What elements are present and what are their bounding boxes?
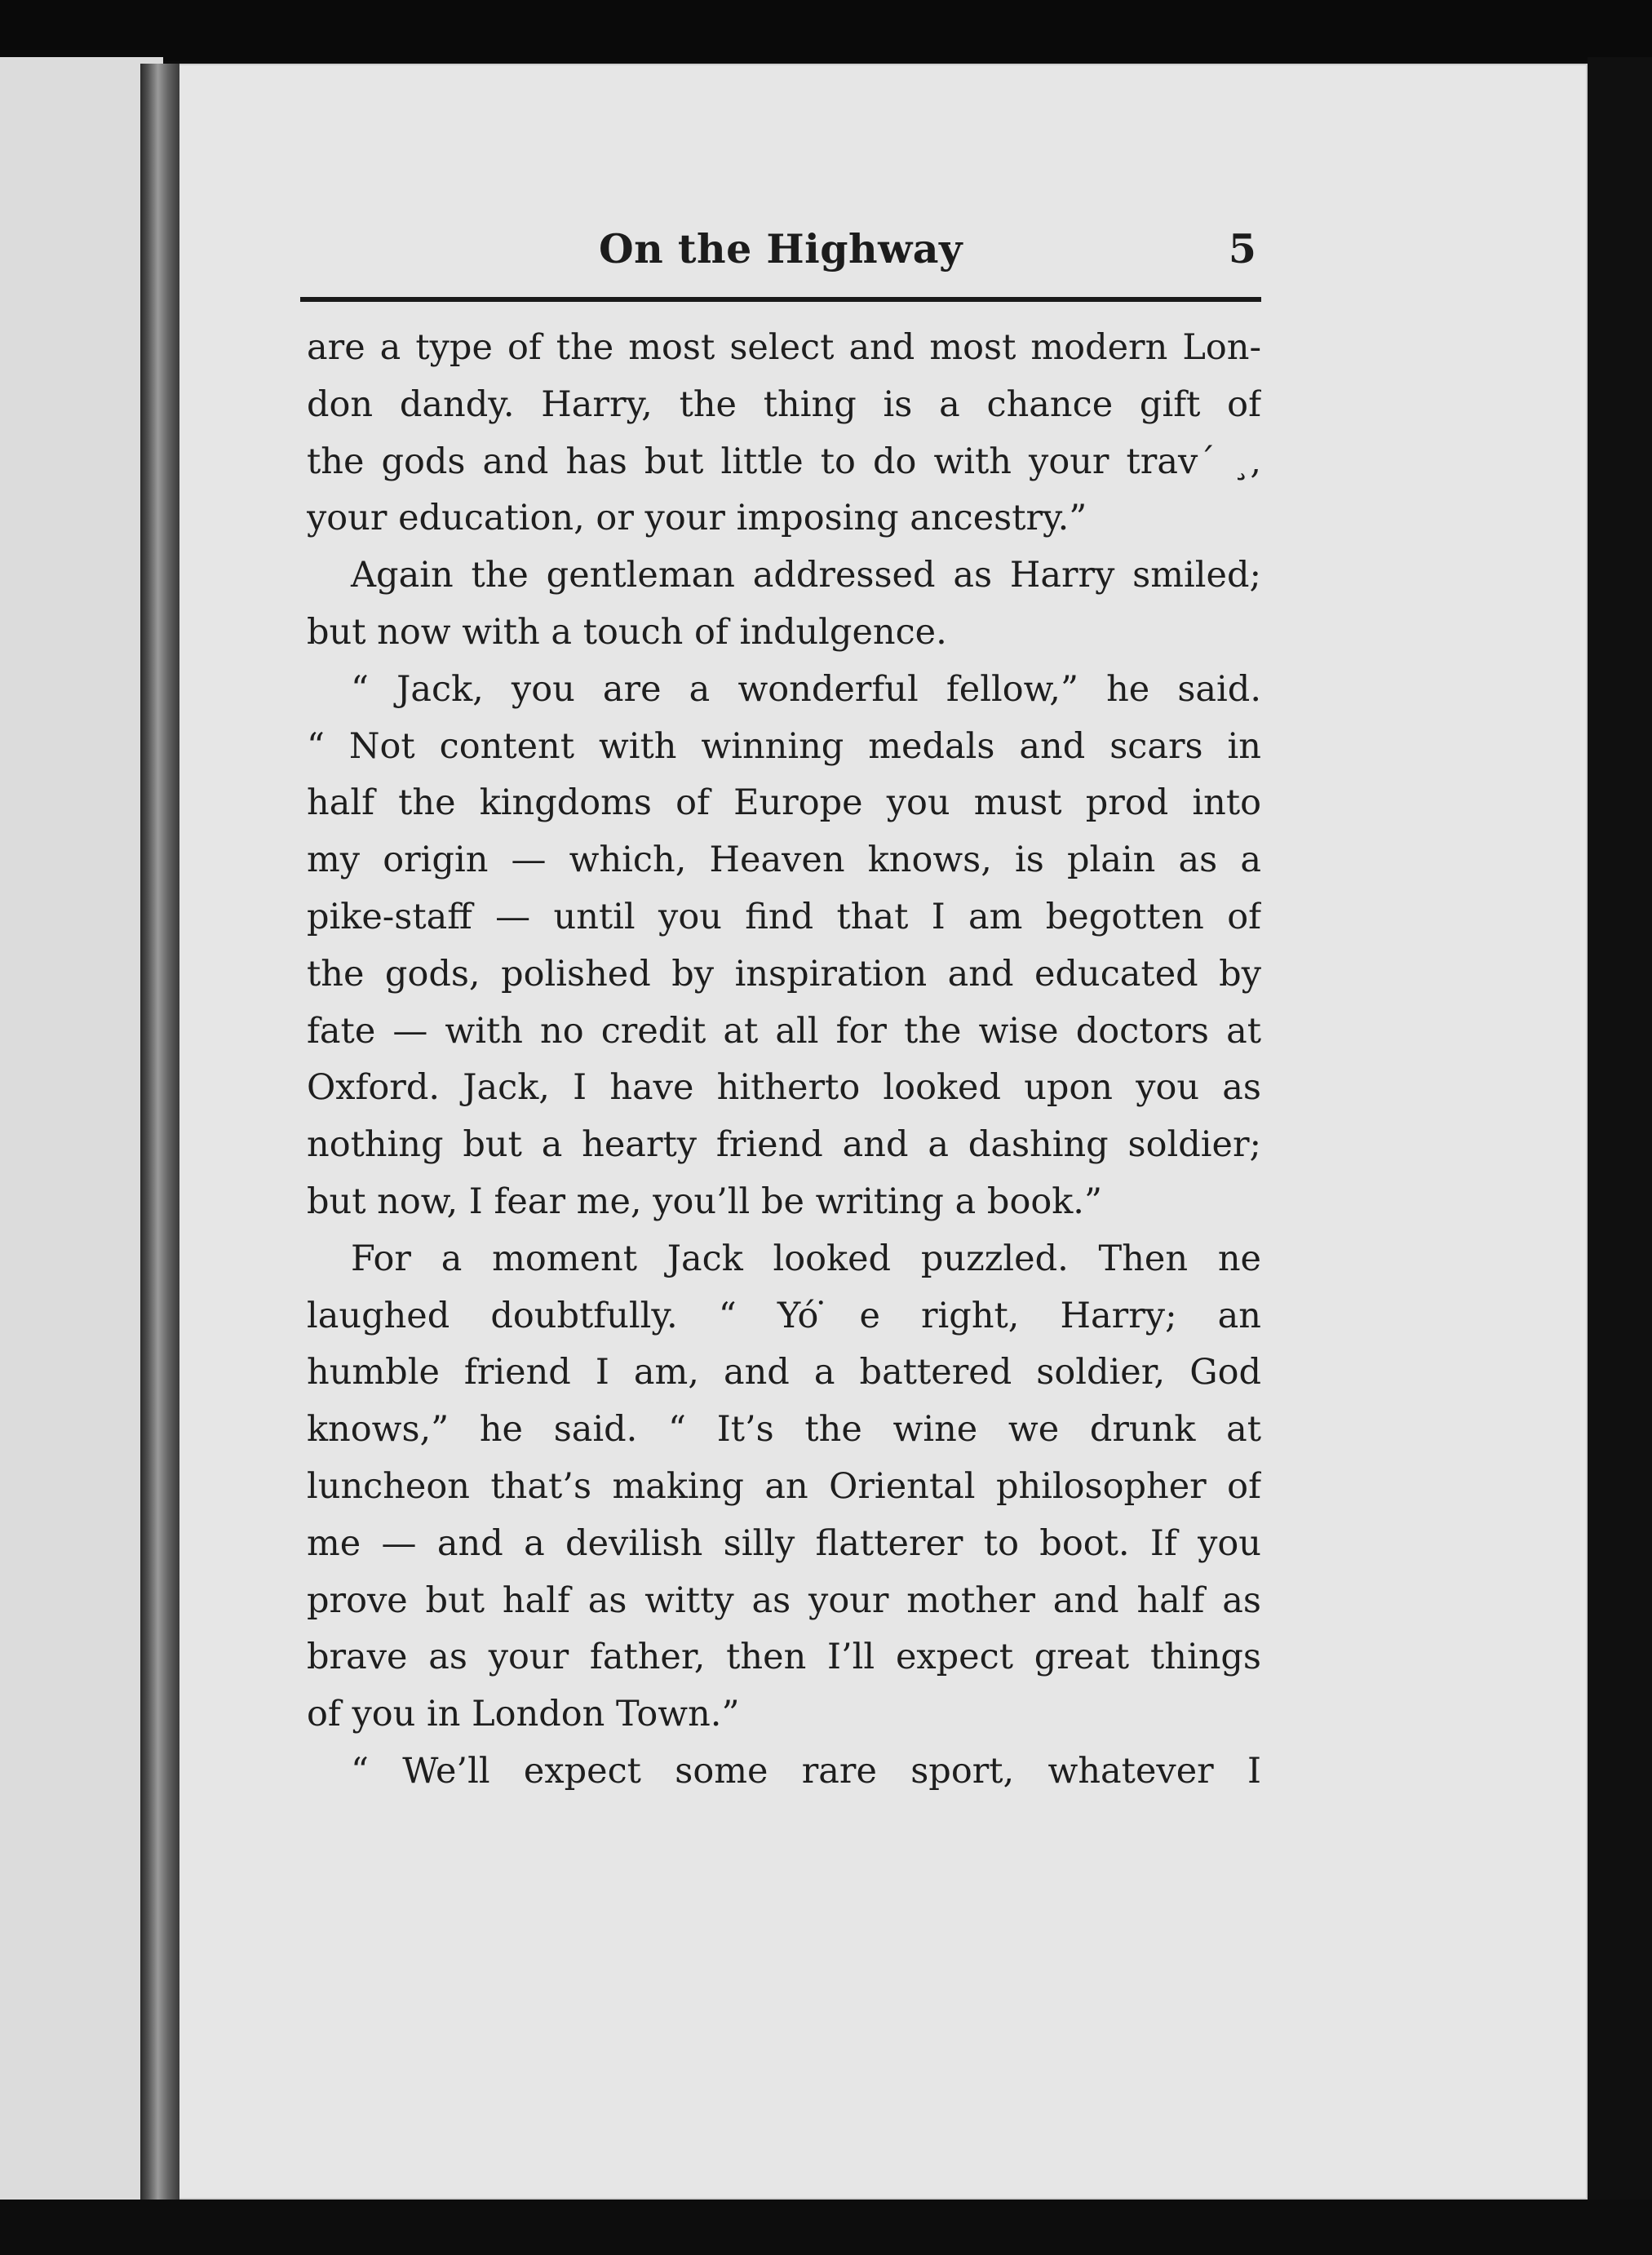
text-line: prove but half as witty as your mother and half as: [307, 1579, 1261, 1621]
running-header-title: On the Highway: [598, 225, 963, 272]
scan-top-border: [0, 0, 1652, 61]
text-line: “ Jack, you are a wonderful fellow,” he said.: [351, 668, 1261, 710]
text-line: laughed doubtfully. “ Yó ̇e right, Harry; an: [307, 1295, 1261, 1336]
running-header: [300, 220, 1261, 277]
text-line: the gods, polished by inspiration and educated by: [307, 953, 1261, 995]
text-line: your education, or your imposing ancestry.”: [307, 498, 1087, 539]
body-text: [307, 320, 1261, 1801]
text-line: humble friend I am, and a battered soldier, God: [307, 1352, 1261, 1393]
previous-page-edge: [0, 57, 163, 2255]
scan-bottom-border: [0, 2200, 1652, 2255]
text-line: pike-staff — until you find that I am begotten of: [307, 896, 1261, 937]
text-line: nothing but a hearty friend and a dashing soldier;: [307, 1124, 1261, 1166]
header-rule: [300, 297, 1261, 302]
text-line: the gods and has but little to do with your trav´ ¸,: [307, 441, 1261, 482]
text-line: “ Not content with winning medals and scars in: [307, 725, 1261, 767]
text-line: knows,” he said. “ It’s the wine we drunk at: [307, 1409, 1261, 1451]
text-line: For a moment Jack looked puzzled. Then ne: [351, 1238, 1261, 1279]
text-line: don dandy. Harry, the thing is a chance gift of: [307, 383, 1261, 425]
text-line: half the kingdoms of Europe you must prod into: [307, 782, 1261, 824]
text-line: luncheon that’s making an Oriental philosopher of: [307, 1465, 1261, 1507]
text-line: Again the gentleman addressed as Harry smiled;: [351, 555, 1261, 596]
page-number: 5: [1228, 225, 1256, 272]
text-line: brave as your father, then I’ll expect great things: [307, 1637, 1261, 1678]
book-gutter-shadow: [140, 64, 179, 2209]
text-line: me — and a devilish silly flatterer to boot. If you: [307, 1522, 1261, 1564]
text-line: my origin — which, Heaven knows, is plain as a: [307, 840, 1261, 881]
text-line: of you in London Town.”: [307, 1694, 740, 1735]
text-line: fate — with no credit at all for the wise doctors at: [307, 1010, 1261, 1052]
text-line: Oxford. Jack, I have hitherto looked upon you as: [307, 1067, 1261, 1109]
scan-right-border: [1588, 57, 1652, 2255]
text-line: “ We’ll expect some rare sport, whatever I: [351, 1750, 1261, 1792]
text-line: are a type of the most select and most modern Lon-: [307, 327, 1261, 368]
text-line: but now, I fear me, you’ll be writing a book.”: [307, 1181, 1102, 1222]
text-line: but now with a touch of indulgence.: [307, 611, 947, 653]
